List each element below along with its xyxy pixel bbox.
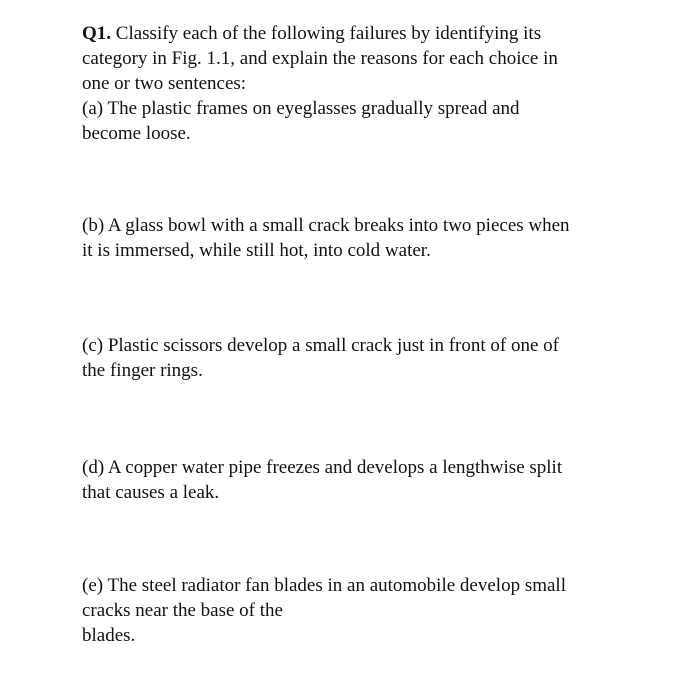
question-intro-line-1: Classify each of the following failures by identifying its [115, 23, 542, 44]
item-c [82, 333, 642, 383]
item-e-line-1: (e) The steel radiator fan blades in an automobile develop small [82, 575, 566, 596]
item-b-line-1: (b) A glass bowl with a small crack breaks into two pieces when [82, 215, 570, 236]
item-e-line-3: blades. [82, 625, 136, 646]
question-intro-line-3: one or two sentences: [82, 73, 247, 94]
item-c-line-1: (c) Plastic scissors develop a small crack just in front of one of [82, 335, 559, 356]
question-intro-line-2: category in Fig. 1.1, and explain the reasons for each choice in [82, 48, 558, 69]
item-d-line-1: (d) A copper water pipe freezes and develops a lengthwise split [82, 457, 563, 478]
item-a-line-1: (a) The plastic frames on eyeglasses gradually spread and [82, 98, 520, 119]
item-c-line-2: the finger rings. [82, 360, 203, 381]
question-first-line [82, 21, 642, 46]
question-block [82, 21, 642, 146]
item-a-line-2: become loose. [82, 123, 191, 144]
item-e-line-2: cracks near the base of the [82, 600, 283, 621]
item-d-line-2: that causes a leak. [82, 482, 220, 503]
question-number: Q1. [82, 23, 112, 44]
item-b-line-2: it is immersed, while still hot, into cold water. [82, 240, 431, 261]
item-e [82, 573, 642, 648]
item-d [82, 455, 642, 505]
item-b [82, 213, 642, 263]
